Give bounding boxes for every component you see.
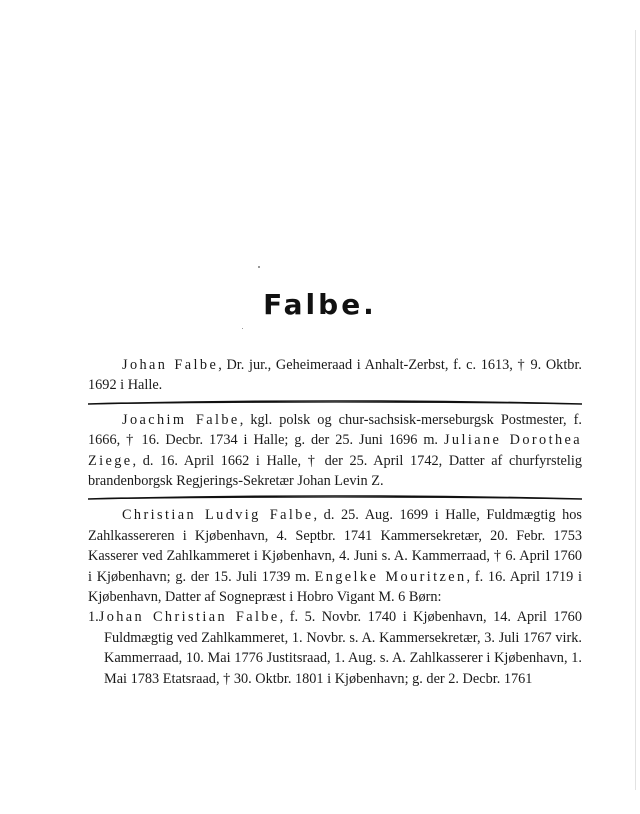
entry-text: , Dr. jur., Geheimeraad i Anhalt-Zerbst, f. c. 1613, † 9. Oktbr. 1692 i Halle.	[88, 357, 582, 394]
generation-divider	[88, 493, 582, 505]
person-name: Christian Ludvig Falbe	[122, 507, 314, 524]
person-name: Joachim Falbe	[122, 411, 240, 428]
spouse-name: Juliane Dorothea Ziege	[88, 432, 582, 469]
entry-text: , d. 25. Aug. 1699 i Halle, Fuldmægtig hos Zahlkassereren i Kjøbenhavn, 4. Septbr. 1741 Kammersekretær, 20. Febr. 1753 Kasserer ved Zahlkammeret i Kjøbenhavn, 4. Juni s. A. Kammerraad, † 6. April 1760 i Kjøbenhavn; g. der 15. Juli 1739 m.	[88, 507, 582, 585]
child-number: 1.	[88, 609, 99, 626]
entry-paragraph	[88, 505, 582, 607]
entry-text: , kgl. polsk og chur-sachsisk-merseburgsk Postmester, f. 1666, † 16. Decbr. 1734 i Halle; g. der 25. Juni 1696 m.	[88, 411, 582, 449]
person-name: Johan Falbe	[122, 357, 219, 373]
scan-speck	[242, 328, 243, 329]
genealogy-body	[88, 355, 582, 689]
spouse-name: Engelke Mouritzen	[314, 568, 467, 585]
entry-text: , d. 16. April 1662 i Halle, † der 25. April 1742, Datter af churfyrstelig brandenborgsk Regjerings-Sekretær Johan Levin Z.	[88, 452, 582, 490]
generation-divider	[88, 398, 582, 410]
entry-text: , f. 16. April 1719 i Kjøbenhavn, Datter af Sognepræst i Hobro Vigant M. 6 Børn:	[88, 568, 582, 606]
page-title: Falbe.	[263, 288, 377, 321]
page-edge-shadow	[635, 30, 636, 790]
child-item	[88, 607, 582, 689]
entry-paragraph	[88, 355, 582, 396]
person-name: Johan Christian Falbe	[98, 609, 280, 626]
entry-text: , f. 5. Novbr. 1740 i Kjøbenhavn, 14. April 1760 Fuldmægtig ved Zahlkammeret, 1. Novbr. s. A. Kammersekretær, 3. Juli 1767 virk. Kammerraad, 10. Mai 1776 Justitsraad, 1. Aug. s. A. Zahlkasserer i Kjøbenhavn, 1. Mai 1783 Etatsraad, † 30. Oktbr. 1801 i Kjøbenhavn; g. der 2. Decbr. 1761	[104, 609, 582, 687]
scan-speck	[258, 266, 260, 268]
entry-paragraph	[88, 410, 582, 492]
